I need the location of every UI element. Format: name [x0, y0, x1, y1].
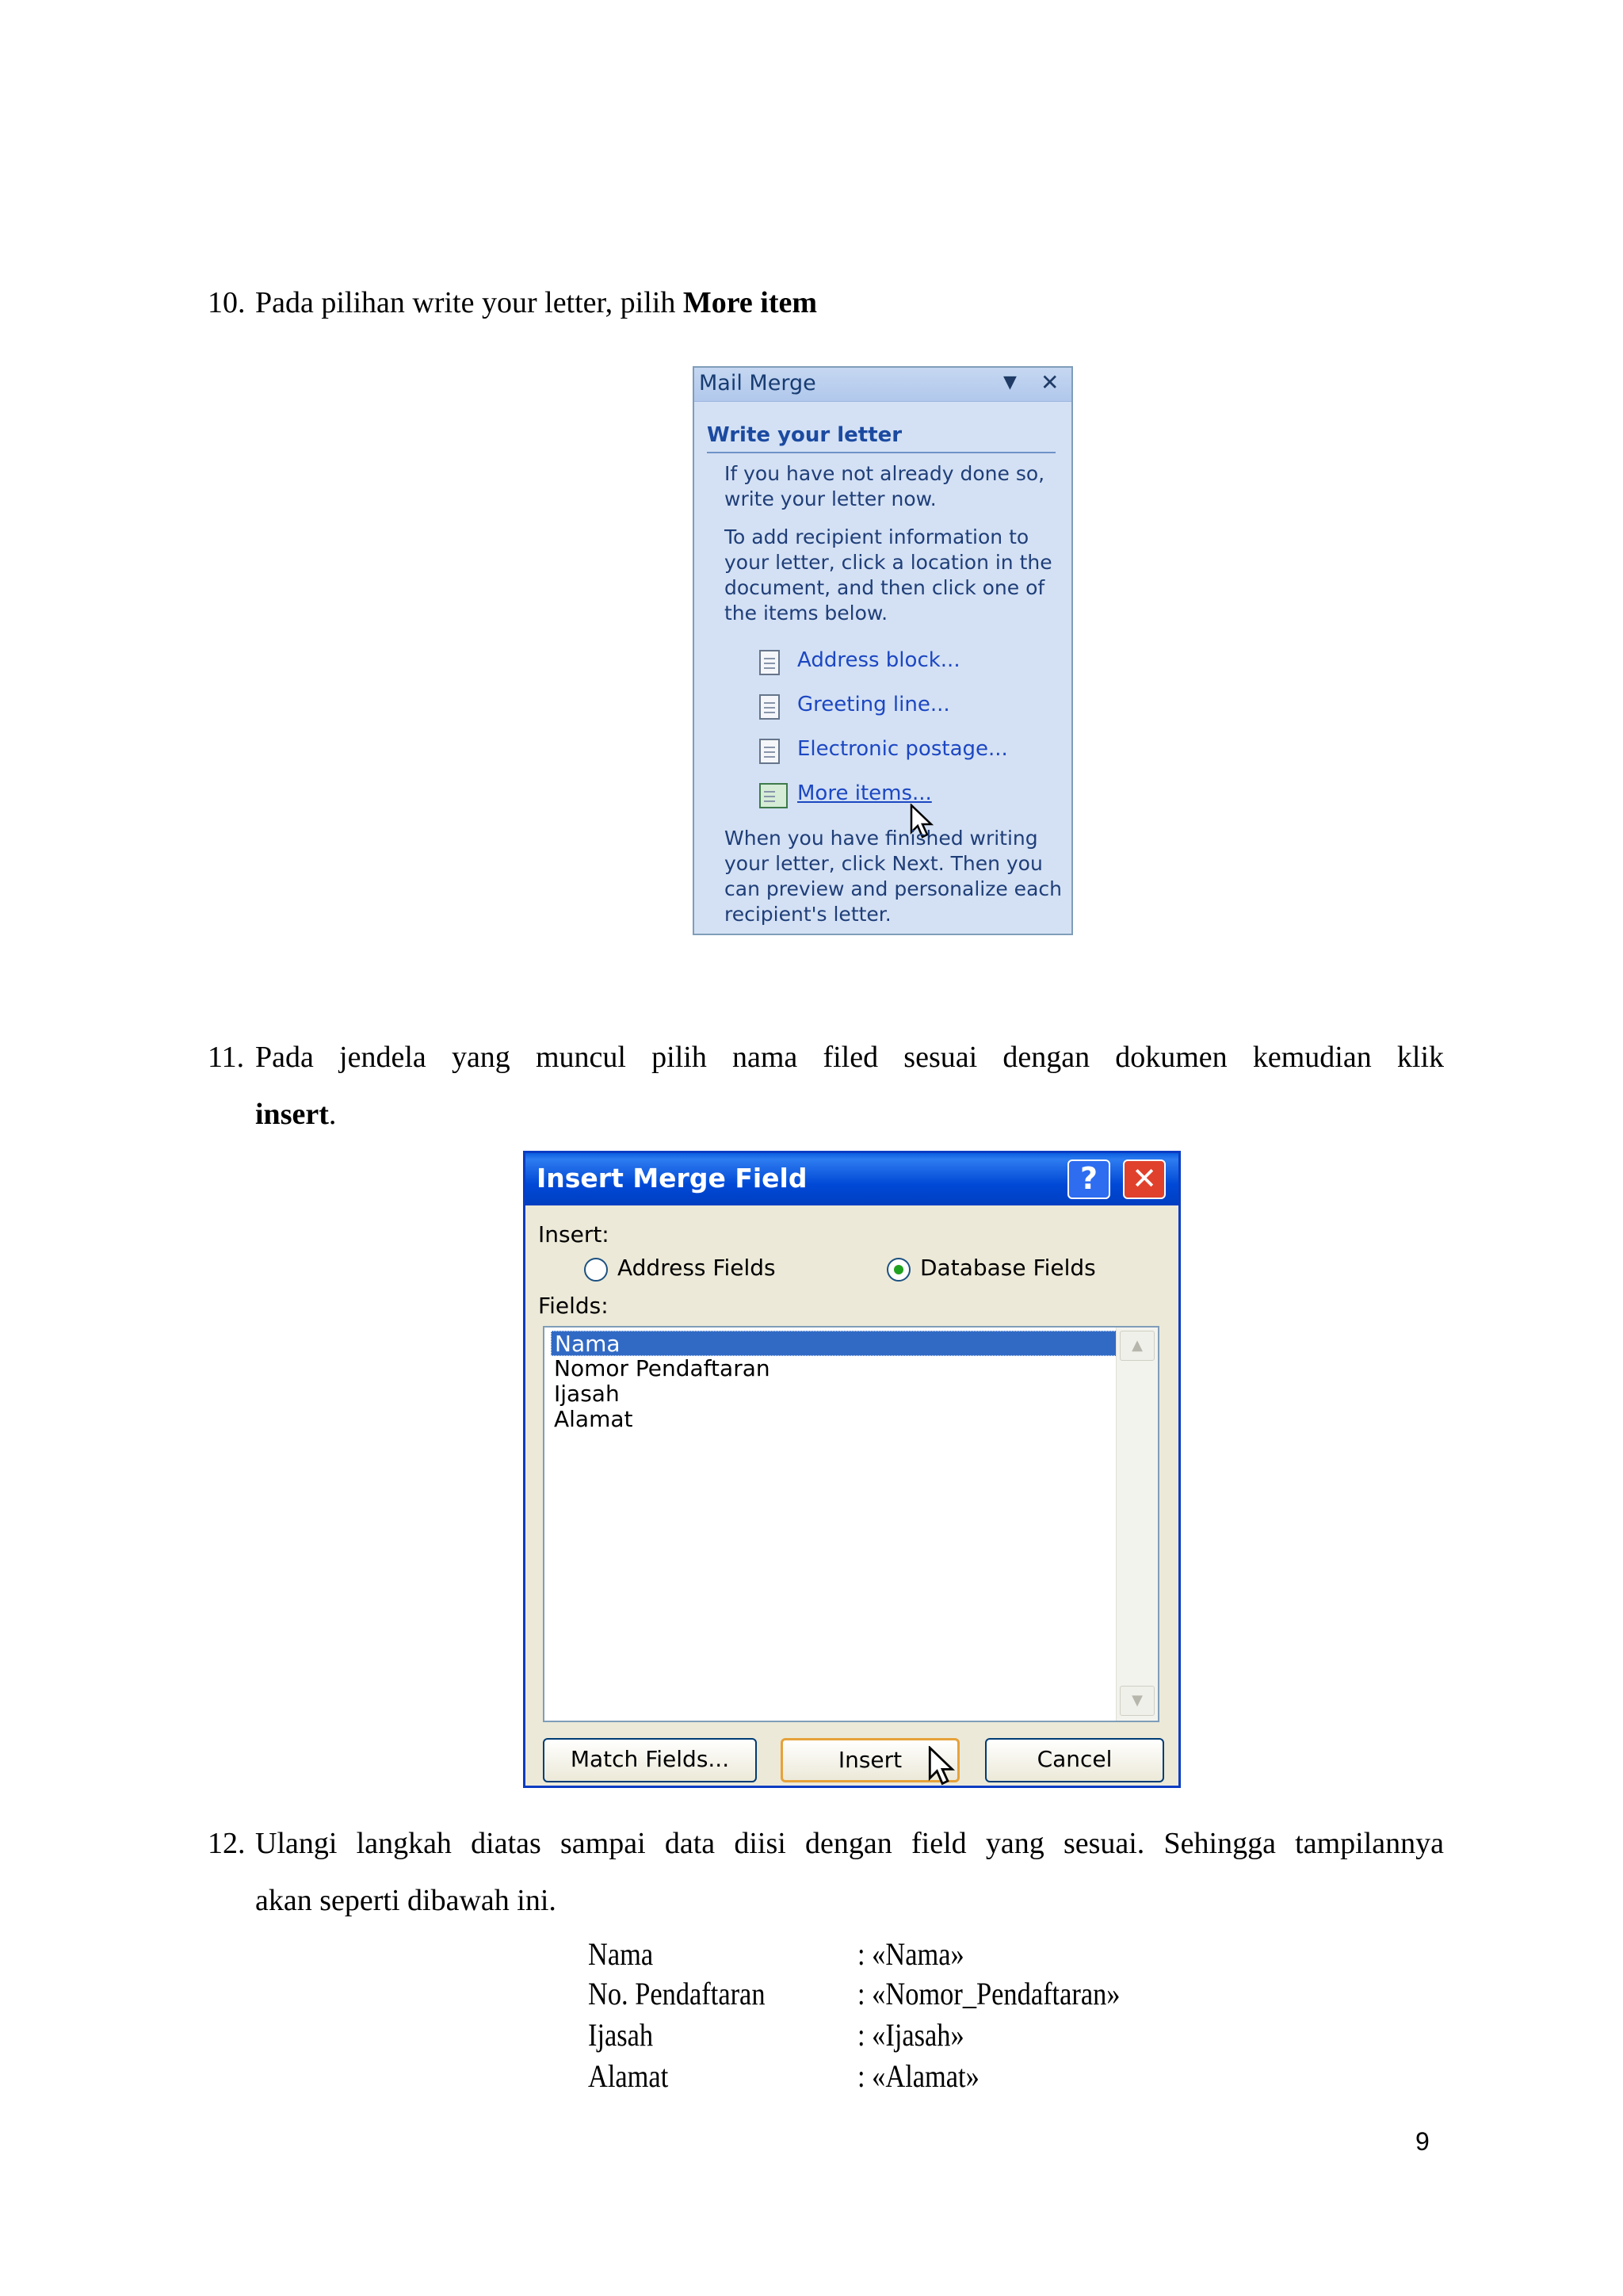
list-item[interactable]: Alamat — [554, 1406, 633, 1432]
step-text-line-2: insert. — [255, 1098, 337, 1131]
insert-merge-field-dialog — [523, 1151, 1181, 1788]
result-label: No. Pendaftaran — [588, 1976, 766, 2011]
step-text: Pada pilihan write your letter, pilih More item — [255, 286, 818, 319]
dialog-titlebar — [525, 1153, 1178, 1205]
radio-circle-selected — [887, 1258, 911, 1282]
list-item[interactable]: Ijasah — [554, 1381, 620, 1407]
scroll-up-icon[interactable]: ▲ — [1120, 1331, 1155, 1361]
list-item-selected[interactable]: Nama — [551, 1331, 1121, 1356]
bold-term: More item — [682, 286, 818, 319]
scroll-down-icon[interactable]: ▼ — [1120, 1686, 1155, 1716]
cancel-button[interactable]: Cancel — [985, 1738, 1164, 1782]
step-11 — [208, 1029, 1444, 1143]
pane-titlebar — [694, 368, 1071, 402]
pane-title: Mail Merge — [699, 371, 816, 395]
result-value: : «Nomor_Pendaftaran» — [857, 1976, 1121, 2011]
bold-term: insert — [255, 1098, 329, 1131]
match-fields-button[interactable]: Match Fields... — [543, 1738, 757, 1782]
mouse-pointer-icon — [928, 1746, 955, 1787]
section-heading: Write your letter — [707, 423, 1056, 453]
step-text-line-1: Ulangi langkah diatas sampai data diisi dengan field yang sesuai. Sehingga tampilannya — [255, 1827, 1444, 1860]
fields-label: Fields: — [538, 1293, 609, 1319]
insert-label: Insert: — [538, 1221, 609, 1247]
electronic-postage-link[interactable]: Electronic postage... — [759, 737, 997, 769]
document-icon — [759, 650, 780, 675]
database-fields-radio[interactable]: Database Fields — [887, 1255, 1125, 1286]
page-number: 9 — [1415, 2127, 1430, 2156]
intro-paragraph: If you have not already done so, write your letter now. — [724, 462, 1045, 510]
close-icon[interactable]: ✕ — [1041, 369, 1060, 395]
result-value: : «Ijasah» — [857, 2017, 964, 2053]
insert-button[interactable]: Insert — [781, 1738, 960, 1782]
instruction-paragraph: To add recipient information to your letter, click a location in the document, and then click one of the items below. — [724, 525, 1052, 625]
greeting-line-link[interactable]: Greeting line... — [759, 693, 949, 724]
close-icon[interactable]: ✕ — [1123, 1159, 1166, 1199]
result-label: Nama — [588, 1936, 654, 1972]
dialog-title: Insert Merge Field — [537, 1163, 808, 1194]
result-value: : «Alamat» — [857, 2058, 980, 2094]
more-items-link[interactable]: More items... — [759, 781, 934, 813]
step-text-line-1: Pada jendela yang muncul pilih nama filed sesuai dengan dokumen kemudian klik — [255, 1041, 1444, 1074]
result-value: : «Nama» — [857, 1936, 964, 1972]
more-items-icon — [759, 783, 788, 808]
step-text-line-2: akan seperti dibawah ini. — [255, 1884, 556, 1917]
address-fields-radio[interactable]: Address Fields — [584, 1255, 806, 1286]
help-icon[interactable]: ? — [1067, 1159, 1110, 1199]
radio-circle — [584, 1258, 608, 1282]
closing-paragraph: When you have finished writing your letter, click Next. Then you can preview and personalize each recipient's letter. — [724, 827, 1062, 926]
list-item[interactable]: Nomor Pendaftaran — [554, 1355, 770, 1381]
step-number: 12. — [208, 1827, 246, 1860]
result-label: Ijasah — [588, 2017, 654, 2053]
scrollbar[interactable] — [1116, 1328, 1158, 1721]
mail-merge-pane — [693, 366, 1073, 935]
address-block-link[interactable]: Address block... — [759, 648, 965, 680]
result-label: Alamat — [588, 2058, 669, 2094]
postage-icon — [759, 739, 780, 764]
step-12 — [208, 1815, 1444, 1929]
fields-listbox[interactable] — [543, 1326, 1159, 1722]
step-10 — [208, 274, 1444, 331]
step-number: 11. — [208, 1041, 245, 1074]
dropdown-arrow-icon[interactable]: ▼ — [1003, 372, 1017, 392]
step-number: 10. — [208, 286, 246, 319]
document-icon — [759, 694, 780, 720]
